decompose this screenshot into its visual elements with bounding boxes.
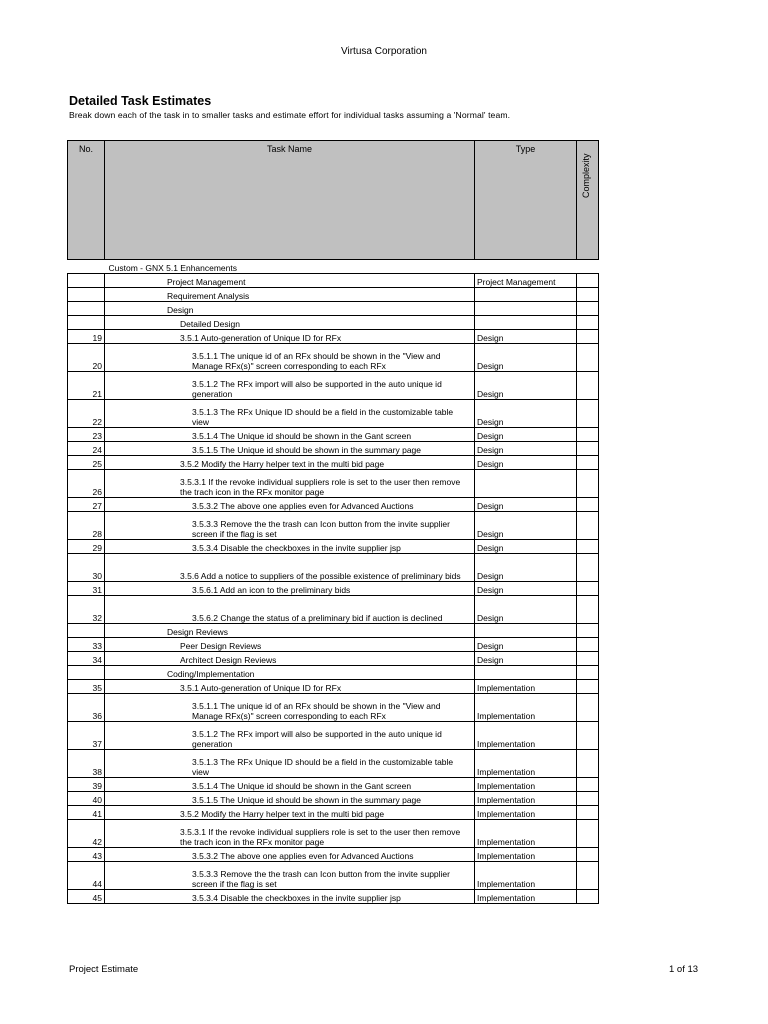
complexity-cell	[577, 624, 599, 638]
row-number: 35	[68, 680, 105, 694]
task-type: Design	[475, 498, 577, 512]
row-number: 45	[68, 890, 105, 904]
task-name: Architect Design Reviews	[105, 652, 475, 666]
table-row	[68, 288, 599, 302]
task-type: Design	[475, 344, 577, 372]
row-number: 31	[68, 582, 105, 596]
task-name: Design Reviews	[105, 624, 475, 638]
table-row	[68, 890, 599, 904]
task-name: 3.5.3.3 Remove the the trash can Icon button from the invite supplier screen if the flag is set	[105, 862, 475, 890]
task-type: Design	[475, 512, 577, 540]
task-name: 3.5.1.5 The Unique id should be shown in the summary page	[105, 792, 475, 806]
table-row	[68, 792, 599, 806]
task-type: Design	[475, 554, 577, 582]
complexity-cell	[577, 274, 599, 288]
task-name: 3.5.1.1 The unique id of an RFx should be shown in the "View and Manage RFx(s)" screen corresponding to each RFx	[105, 344, 475, 372]
table-row	[68, 638, 599, 652]
task-type: Implementation	[475, 890, 577, 904]
complexity-cell	[577, 848, 599, 862]
task-type: Implementation	[475, 820, 577, 848]
task-name: Peer Design Reviews	[105, 638, 475, 652]
table-row	[68, 666, 599, 680]
row-number	[68, 302, 105, 316]
row-number: 38	[68, 750, 105, 778]
table-row	[68, 596, 599, 624]
task-name: Custom - GNX 5.1 Enhancements	[108, 263, 238, 273]
table-row	[68, 512, 599, 540]
row-number: 39	[68, 778, 105, 792]
complexity-cell	[577, 722, 599, 750]
task-estimates-table	[67, 140, 599, 904]
task-name: 3.5.6.1 Add an icon to the preliminary bids	[105, 582, 475, 596]
table-row	[68, 316, 599, 330]
task-name: 3.5.3.4 Disable the checkboxes in the invite supplier jsp	[105, 540, 475, 554]
table-row	[68, 862, 599, 890]
complexity-cell	[577, 890, 599, 904]
task-type: Implementation	[475, 722, 577, 750]
row-number: 28	[68, 512, 105, 540]
task-name: 3.5.3.1 If the revoke individual suppliers role is set to the user then remove the trach icon in the RFx monitor page	[105, 470, 475, 498]
table-row	[68, 680, 599, 694]
task-type: Implementation	[475, 792, 577, 806]
row-number: 44	[68, 862, 105, 890]
task-type: Design	[475, 442, 577, 456]
table-row	[68, 330, 599, 344]
task-type: Design	[475, 372, 577, 400]
task-name: 3.5.1.4 The Unique id should be shown in the Gant screen	[105, 778, 475, 792]
table-row	[68, 302, 599, 316]
row-number: 26	[68, 470, 105, 498]
complexity-cell	[577, 302, 599, 316]
task-type	[475, 624, 577, 638]
table-row	[68, 722, 599, 750]
task-name: 3.5.6 Add a notice to suppliers of the possible existence of preliminary bids	[105, 554, 475, 582]
row-number: 41	[68, 806, 105, 820]
table-row	[68, 372, 599, 400]
table-row	[68, 582, 599, 596]
footer-page-number: 1 of 13	[669, 964, 699, 975]
task-name: 3.5.1.4 The Unique id should be shown in the Gant screen	[105, 428, 475, 442]
row-number: 22	[68, 400, 105, 428]
task-name: 3.5.3.4 Disable the checkboxes in the invite supplier jsp	[105, 890, 475, 904]
row-number	[68, 666, 105, 680]
row-number: 34	[68, 652, 105, 666]
complexity-cell	[577, 582, 599, 596]
complexity-cell	[577, 666, 599, 680]
task-type: Implementation	[475, 778, 577, 792]
row-number: 20	[68, 344, 105, 372]
column-header-no: No.	[68, 141, 105, 260]
row-number: 40	[68, 792, 105, 806]
complexity-cell	[577, 288, 599, 302]
task-name: 3.5.3.1 If the revoke individual suppliers role is set to the user then remove the trach icon in the RFx monitor page	[105, 820, 475, 848]
row-number	[68, 316, 105, 330]
task-type	[475, 302, 577, 316]
task-type	[475, 666, 577, 680]
task-name: 3.5.3.2 The above one applies even for Advanced Auctions	[105, 498, 475, 512]
complexity-cell	[577, 820, 599, 848]
task-name: 3.5.3.2 The above one applies even for Advanced Auctions	[105, 848, 475, 862]
complexity-cell	[577, 540, 599, 554]
row-number: 32	[68, 596, 105, 624]
row-number: 27	[68, 498, 105, 512]
table-row	[68, 820, 599, 848]
task-type: Design	[475, 428, 577, 442]
row-number: 37	[68, 722, 105, 750]
complexity-cell	[577, 372, 599, 400]
complexity-cell	[577, 470, 599, 498]
row-number: 42	[68, 820, 105, 848]
task-type: Implementation	[475, 750, 577, 778]
row-number	[68, 274, 105, 288]
task-name: 3.5.1.3 The RFx Unique ID should be a field in the customizable table view	[105, 400, 475, 428]
row-number: 36	[68, 694, 105, 722]
complexity-cell	[577, 428, 599, 442]
complexity-cell	[577, 862, 599, 890]
task-type: Implementation	[475, 680, 577, 694]
table-row	[68, 260, 599, 274]
task-name: 3.5.2 Modify the Harry helper text in the multi bid page	[105, 806, 475, 820]
complexity-cell	[577, 694, 599, 722]
row-number: 25	[68, 456, 105, 470]
complexity-cell	[577, 330, 599, 344]
task-type: Implementation	[475, 694, 577, 722]
task-name: 3.5.6.2 Change the status of a preliminary bid if auction is declined	[105, 596, 475, 624]
row-number: 24	[68, 442, 105, 456]
task-type: Implementation	[475, 806, 577, 820]
task-name: Requirement Analysis	[105, 288, 475, 302]
complexity-cell	[577, 442, 599, 456]
table-row	[68, 778, 599, 792]
table-header-row	[68, 141, 599, 260]
table-row	[68, 344, 599, 372]
complexity-cell	[577, 344, 599, 372]
table-row	[68, 442, 599, 456]
task-type: Design	[475, 330, 577, 344]
complexity-cell	[577, 400, 599, 428]
complexity-cell	[577, 806, 599, 820]
complexity-cell	[577, 260, 599, 274]
row-number: 23	[68, 428, 105, 442]
page-subtitle: Break down each of the task in to smaller tasks and estimate effort for individual tasks assuming a 'Normal' team.	[69, 110, 511, 120]
task-type	[475, 260, 577, 274]
complexity-cell	[577, 498, 599, 512]
complexity-cell	[577, 750, 599, 778]
complexity-cell	[577, 680, 599, 694]
task-type: Implementation	[475, 862, 577, 890]
complexity-cell	[577, 512, 599, 540]
complexity-cell	[577, 638, 599, 652]
task-type: Design	[475, 582, 577, 596]
task-name: Design	[105, 302, 475, 316]
complexity-cell	[577, 316, 599, 330]
table-row	[68, 470, 599, 498]
row-number	[68, 288, 105, 302]
table-row	[68, 400, 599, 428]
task-name: 3.5.1 Auto-generation of Unique ID for RFx	[105, 330, 475, 344]
column-header-type: Type	[475, 141, 577, 260]
task-type: Design	[475, 456, 577, 470]
footer-document-name: Project Estimate	[69, 964, 139, 975]
table-row	[68, 652, 599, 666]
table-row	[68, 554, 599, 582]
table-row	[68, 540, 599, 554]
row-number	[68, 260, 105, 274]
row-number: 30	[68, 554, 105, 582]
complexity-cell	[577, 652, 599, 666]
task-name: 3.5.1.1 The unique id of an RFx should be shown in the "View and Manage RFx(s)" screen corresponding to each RFx	[105, 694, 475, 722]
table-row	[68, 694, 599, 722]
table-row	[68, 428, 599, 442]
task-type: Design	[475, 596, 577, 624]
task-name: 3.5.1.3 The RFx Unique ID should be a field in the customizable table view	[105, 750, 475, 778]
task-type: Project Management	[475, 274, 577, 288]
task-name: 3.5.1.5 The Unique id should be shown in the summary page	[105, 442, 475, 456]
task-type: Design	[475, 540, 577, 554]
complexity-cell	[577, 792, 599, 806]
task-type	[475, 288, 577, 302]
complexity-cell	[577, 778, 599, 792]
task-name: 3.5.1 Auto-generation of Unique ID for RFx	[105, 680, 475, 694]
complexity-cell	[577, 596, 599, 624]
task-name: Detailed Design	[105, 316, 475, 330]
task-type: Implementation	[475, 848, 577, 862]
task-name: Coding/Implementation	[105, 666, 475, 680]
page-title: Detailed Task Estimates	[69, 94, 212, 108]
row-number: 29	[68, 540, 105, 554]
complexity-cell	[577, 554, 599, 582]
task-name: 3.5.3.3 Remove the the trash can Icon button from the invite supplier screen if the flag is set	[105, 512, 475, 540]
complexity-cell	[577, 456, 599, 470]
column-header-complexity-label: Complexity	[581, 153, 591, 198]
table-row	[68, 750, 599, 778]
table-row	[68, 274, 599, 288]
row-number: 43	[68, 848, 105, 862]
row-number: 21	[68, 372, 105, 400]
task-name: 3.5.2 Modify the Harry helper text in the multi bid page	[105, 456, 475, 470]
task-type	[475, 316, 577, 330]
table-row	[68, 456, 599, 470]
column-header-complexity	[577, 141, 599, 260]
table-row	[68, 848, 599, 862]
task-type: Design	[475, 652, 577, 666]
task-name: 3.5.1.2 The RFx import will also be supported in the auto unique id generation	[105, 722, 475, 750]
row-number	[68, 624, 105, 638]
task-type: Design	[475, 400, 577, 428]
task-name: 3.5.1.2 The RFx import will also be supported in the auto unique id generation	[105, 372, 475, 400]
table-row	[68, 498, 599, 512]
task-type: Design	[475, 638, 577, 652]
task-type	[475, 470, 577, 498]
row-number: 19	[68, 330, 105, 344]
task-name: Project Management	[105, 274, 475, 288]
company-header: Virtusa Corporation	[341, 46, 427, 57]
table-row	[68, 624, 599, 638]
column-header-task-name: Task Name	[105, 141, 475, 260]
table-row	[68, 806, 599, 820]
row-number: 33	[68, 638, 105, 652]
